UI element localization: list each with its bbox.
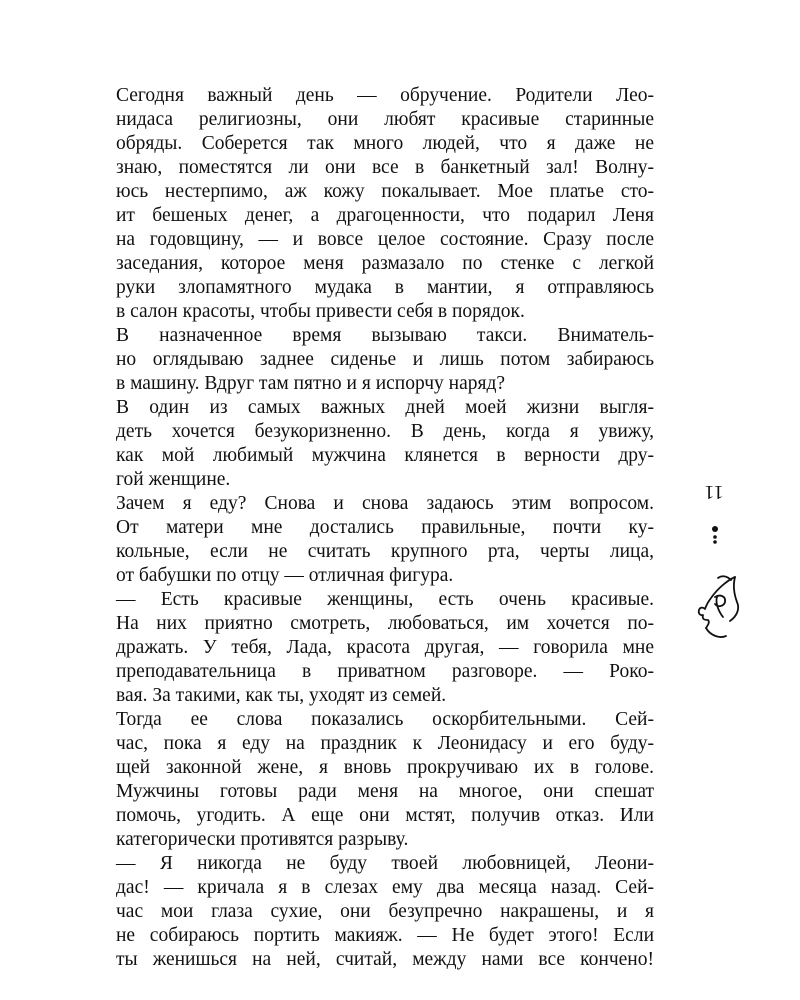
text-line: дражать. У тебя, Лада, красота другая, — говорила мне	[116, 637, 654, 658]
text-line: категорически противятся разрыву.	[116, 829, 409, 850]
text-line: руки злопамятного мудака в мантии, я отправляюсь	[116, 277, 654, 298]
text-line: кольные, если не считать крупного рта, черты лица,	[116, 541, 654, 562]
text-line: Мужчины готовы ради меня на многое, они спешат	[116, 781, 654, 802]
text-line: обряды. Соберется так много людей, что я даже не	[116, 133, 654, 154]
text-line: помочь, угодить. А еще они мстят, получив отказ. Или	[116, 805, 654, 826]
text-line: как мой любимый мужчина клянется в верности дру-	[116, 445, 654, 466]
text-line: в салон красоты, чтобы привести себя в порядок.	[116, 301, 525, 322]
text-line: Сегодня важный день — обручение. Родители Лео-	[116, 85, 654, 106]
text-line: — Есть красивые женщины, есть очень красивые.	[116, 589, 654, 610]
decorative-face-ornament-icon	[690, 480, 750, 670]
text-line: деть хочется безукоризненно. В день, когда я увижу,	[116, 421, 654, 442]
text-line: час мои глаза сухие, они безупречно накрашены, и я	[116, 901, 654, 922]
text-line: — Я никогда не буду твоей любовницей, Леони-	[116, 853, 654, 874]
text-line: Тогда ее слова показались оскорбительными. Сей-	[116, 709, 654, 730]
text-line: знаю, поместятся ли они все в банкетный зал! Волну-	[116, 157, 654, 178]
text-line: На них приятно смотреть, любоваться, им хочется по-	[116, 613, 654, 634]
text-line: на годовщину, — и вовсе целое состояние. Сразу после	[116, 229, 654, 250]
text-line: от бабушки по отцу — отличная фигура.	[116, 565, 454, 586]
text-line: нидаса религиозны, они любят красивые старинные	[116, 109, 654, 130]
text-line: ты женишься на ней, считай, между нами все кончено!	[116, 949, 654, 970]
page-number: 11	[704, 481, 724, 503]
text-line: юсь нестерпимо, аж кожу покалывает. Мое платье сто-	[116, 181, 654, 202]
text-line: заседания, которое меня размазало по стенке с легкой	[116, 253, 654, 274]
text-line: преподавательница в приватном разговоре. — Роко-	[116, 661, 654, 682]
body-text	[116, 84, 654, 972]
text-line: дас! — кричала я в слезах ему два месяца назад. Сей-	[116, 877, 654, 898]
text-line: ит бешеных денег, а драгоценности, что подарил Леня	[116, 205, 654, 226]
text-line: Зачем я еду? Снова и снова задаюсь этим вопросом.	[116, 493, 654, 514]
text-line: вая. За такими, как ты, уходят из семей.	[116, 685, 447, 706]
text-line: гой женщине.	[116, 469, 231, 490]
text-line: в машину. Вдруг там пятно и я испорчу наряд?	[116, 373, 506, 394]
text-line: В один из самых важных дней моей жизни выгля-	[116, 397, 654, 418]
text-line: От матери мне достались правильные, почти ку-	[116, 517, 654, 538]
text-line: щей законной жене, я вновь прокручиваю их в голове.	[116, 757, 654, 778]
text-line: но оглядываю заднее сиденье и лишь потом забираюсь	[116, 349, 654, 370]
text-line: час, пока я еду на праздник к Леонидасу и его буду-	[116, 733, 654, 754]
text-line: В назначенное время вызываю такси. Вниматель-	[116, 325, 654, 346]
text-line: не собираюсь портить макияж. — Не будет этого! Если	[116, 925, 654, 946]
